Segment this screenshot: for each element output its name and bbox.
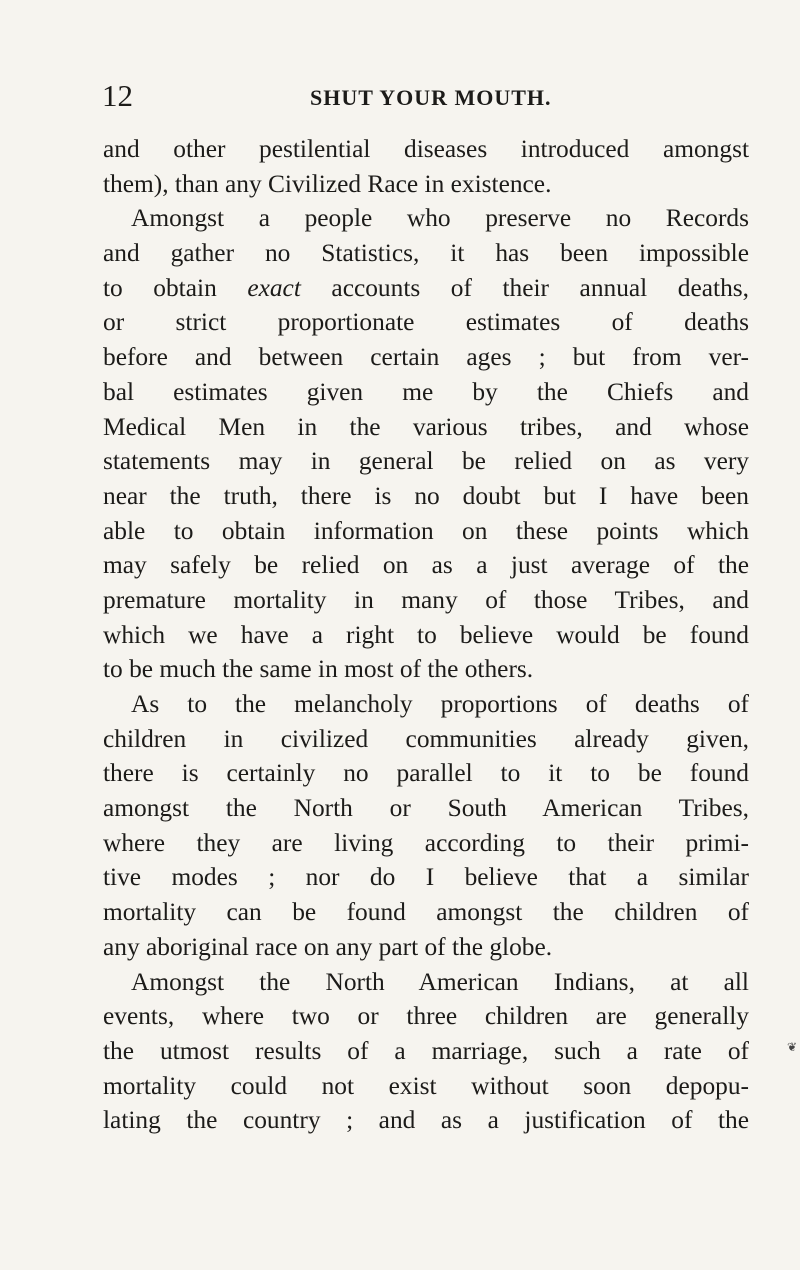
text-line: them), than any Civilized Race in existence. [103,169,552,198]
body-text [103,132,749,1138]
text-line: premature mortality in many of those Tribes, and [103,585,749,614]
text-line: mortality can be found amongst the children of [103,898,749,927]
text-line: which we have a right to believe would be found [103,620,749,649]
page-header [102,78,762,114]
text-line: Medical Men in the various tribes, and whose [103,412,749,441]
text-line: able to obtain information on these points which [103,516,749,545]
text-line: children in civilized communities already given, [103,724,749,753]
text-line: the utmost results of a marriage, such a rate of [103,1036,749,1065]
text-line: there is certainly no parallel to it to be found [103,759,749,788]
text-line: events, where two or three children are generally [103,1002,749,1031]
text-line: bal estimates given me by the Chiefs and [103,377,749,406]
text-line: tive modes ; nor do I believe that a similar [103,863,749,892]
text-line: or strict proportionate estimates of deaths [103,308,749,337]
text-line: statements may in general be relied on as very [103,447,749,476]
text-line: may safely be relied on as a just average of the [103,551,749,580]
text-line: amongst the North or South American Tribes, [103,794,749,823]
text-line: to be much the same in most of the others. [103,655,534,684]
text-line: lating the country ; and as a justification of the [103,1106,749,1135]
text-line: Amongst the North American Indians, at all [131,967,749,996]
text-line: and gather no Statistics, it has been impossible [103,239,749,268]
text-line: near the truth, there is no doubt but I have been [103,481,749,510]
text-line: As to the melancholy proportions of deaths of [131,690,749,718]
text-line: and other pestilential diseases introduced amongst [103,135,749,163]
emphasized-word: exact [247,273,301,302]
text-line: to obtain exact accounts of their annual deaths, [103,273,749,302]
margin-mark: ❦ [787,1040,798,1054]
running-title: SHUT YOUR MOUTH. [310,85,552,110]
text-line: mortality could not exist without soon depopu- [103,1071,749,1100]
text-line: Amongst a people who preserve no Records [131,204,749,233]
page-number: 12 [102,78,133,113]
text-line: before and between certain ages ; but from ver- [103,343,749,372]
text-line: where they are living according to their primi- [103,828,749,857]
text-line: any aboriginal race on any part of the globe. [103,932,553,961]
